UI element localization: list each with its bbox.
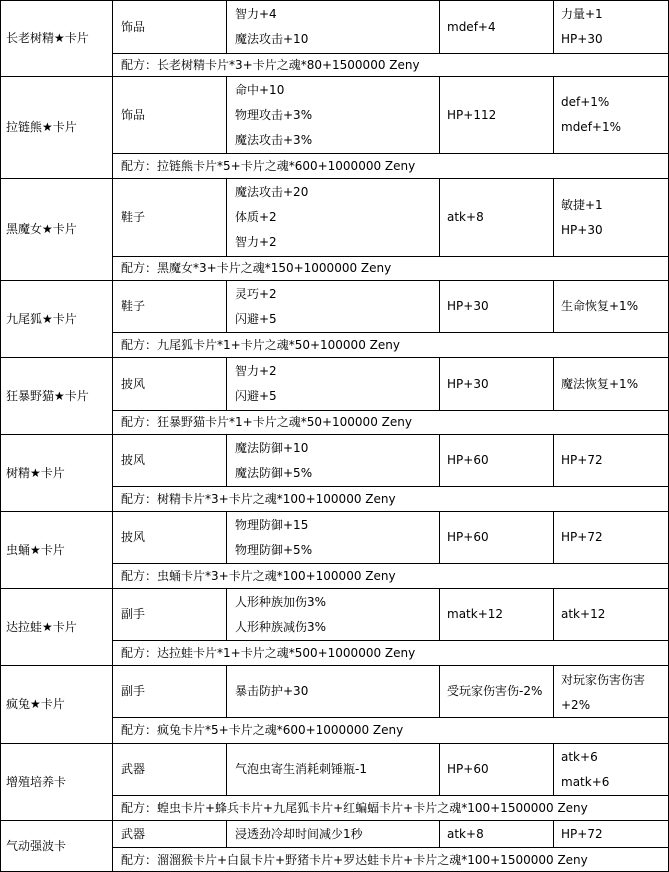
card-bonus: HP+72	[561, 453, 603, 467]
cell-border	[553, 0, 554, 53]
cell-border	[226, 0, 227, 53]
card-recipe: 配方：树精卡片*3+卡片之魂*100+100000 Zeny	[121, 492, 396, 506]
cell-border	[553, 280, 554, 332]
recipe-divider	[112, 847, 669, 848]
card-name: 虫蛹★卡片	[6, 543, 65, 557]
card-bonus: atk+8	[447, 827, 484, 841]
card-attribute: 浸透劲冷却时间减少1秒	[235, 827, 363, 841]
card-bonus: 魔法恢复+1%	[561, 377, 639, 391]
cell-border	[439, 511, 440, 563]
card-bonus: atk+6	[561, 750, 598, 764]
card-attribute: 魔法攻击+10	[235, 32, 309, 46]
card-recipe: 配方：虫蛹卡片*3+卡片之魂*100+100000 Zeny	[121, 569, 396, 583]
recipe-divider	[112, 486, 669, 487]
cell-border	[226, 178, 227, 256]
cell-border	[439, 76, 440, 153]
row-top-border	[0, 76, 669, 77]
card-name: 狂暴野猫★卡片	[6, 389, 89, 403]
card-bonus: 力量+1	[561, 7, 603, 21]
row-top-border	[0, 743, 669, 744]
card-attribute: 魔法防御+5%	[235, 466, 313, 480]
card-attribute: 气泡虫寄生消耗刺锤瓶-1	[235, 762, 367, 776]
card-name: 增殖培养卡	[6, 775, 67, 789]
card-attribute: 灵巧+2	[235, 287, 277, 301]
card-slot: 披风	[121, 377, 146, 391]
card-attribute: 人形种族加伤3%	[235, 595, 327, 609]
card-bonus: HP+30	[561, 32, 603, 46]
card-attribute: 人形种族减伤3%	[235, 620, 327, 634]
cell-border	[439, 588, 440, 640]
card-attribute: 闪避+5	[235, 389, 277, 403]
card-slot: 披风	[121, 453, 146, 467]
card-bonus: 受玩家伤害伤-2%	[447, 684, 543, 698]
cell-border	[0, 820, 1, 872]
card-name: 九尾狐★卡片	[6, 312, 77, 326]
cell-border	[553, 588, 554, 640]
cell-border	[553, 434, 554, 486]
row-top-border	[0, 665, 669, 666]
card-attribute: 魔法防御+10	[235, 441, 309, 455]
card-slot: 副手	[121, 607, 146, 621]
cell-border	[226, 434, 227, 486]
card-slot: 武器	[121, 827, 146, 841]
card-attribute: 体质+2	[235, 210, 277, 224]
recipe-divider	[112, 563, 669, 564]
card-slot: 副手	[121, 684, 146, 698]
cell-border	[226, 743, 227, 795]
cell-border	[226, 820, 227, 847]
cell-border	[439, 178, 440, 256]
row-top-border	[0, 820, 669, 821]
cell-border	[112, 76, 113, 178]
card-recipe: 配方：达拉蛙卡片*1+卡片之魂*500+1000000 Zeny	[121, 646, 416, 660]
card-bonus: HP+60	[447, 453, 489, 467]
cell-border	[553, 76, 554, 153]
cell-border	[553, 665, 554, 717]
cell-border	[0, 511, 1, 588]
card-bonus: 生命恢复+1%	[561, 299, 639, 313]
card-bonus: HP+30	[447, 377, 489, 391]
cell-border	[553, 511, 554, 563]
cell-border	[112, 820, 113, 872]
card-bonus: 敏捷+1	[561, 198, 603, 212]
recipe-divider	[112, 153, 669, 154]
card-bonus: atk+12	[561, 607, 606, 621]
card-bonus: HP+60	[447, 530, 489, 544]
card-name: 拉链熊★卡片	[6, 120, 77, 134]
cell-border	[553, 357, 554, 410]
cell-border	[112, 511, 113, 588]
card-name: 长老树精★卡片	[6, 31, 89, 45]
cell-border	[0, 280, 1, 357]
cell-border	[439, 434, 440, 486]
card-bonus: mdef+4	[447, 20, 496, 34]
row-top-border	[0, 0, 669, 1]
card-recipe: 配方：疯兔卡片*5+卡片之魂*600+1000000 Zeny	[121, 723, 404, 737]
card-attribute: 智力+2	[235, 364, 277, 378]
cell-border	[226, 357, 227, 410]
card-bonus: HP+30	[447, 299, 489, 313]
card-attribute: 魔法攻击+20	[235, 185, 309, 199]
card-bonus: HP+72	[561, 827, 603, 841]
card-bonus: atk+8	[447, 210, 484, 224]
recipe-divider	[112, 53, 669, 54]
cell-border	[553, 820, 554, 847]
card-slot: 饰品	[121, 108, 146, 122]
recipe-divider	[112, 410, 669, 411]
recipe-divider	[112, 640, 669, 641]
card-recipe: 配方：拉链熊卡片*5+卡片之魂*600+1000000 Zeny	[121, 159, 416, 173]
cell-border	[226, 76, 227, 153]
recipe-divider	[112, 256, 669, 257]
card-bonus: matk+12	[447, 607, 504, 621]
cell-border	[112, 665, 113, 743]
card-name: 疯兔★卡片	[6, 697, 65, 711]
card-bonus: def+1%	[561, 95, 610, 109]
cell-border	[0, 434, 1, 511]
cell-border	[0, 76, 1, 178]
cell-border	[226, 511, 227, 563]
card-slot: 鞋子	[121, 299, 146, 313]
cell-border	[439, 665, 440, 717]
cell-border	[112, 588, 113, 665]
card-recipe: 配方：狂暴野猫卡片*1+卡片之魂*50+100000 Zeny	[121, 415, 412, 429]
cell-border	[0, 743, 1, 820]
cell-border	[439, 280, 440, 332]
cell-border	[226, 280, 227, 332]
cell-border	[553, 178, 554, 256]
card-bonus: mdef+1%	[561, 120, 622, 134]
cell-border	[112, 743, 113, 820]
cell-border	[112, 357, 113, 434]
cell-border	[0, 0, 1, 76]
card-slot: 武器	[121, 762, 146, 776]
row-top-border	[0, 511, 669, 512]
recipe-divider	[112, 795, 669, 796]
card-slot: 鞋子	[121, 210, 146, 224]
card-recipe: 配方：蝗虫卡片+蜂兵卡片+九尾狐卡片+红蝙蝠卡片+卡片之魂*100+1500000 Zeny	[121, 801, 588, 815]
cell-border	[0, 665, 1, 743]
cell-border	[226, 665, 227, 717]
card-attribute: 物理防御+15	[235, 518, 309, 532]
card-slot: 披风	[121, 530, 146, 544]
cell-border	[439, 743, 440, 795]
cell-border	[439, 820, 440, 847]
cell-border	[112, 0, 113, 76]
card-attribute: 物理攻击+3%	[235, 108, 313, 122]
cell-border	[112, 178, 113, 280]
cell-border	[112, 280, 113, 357]
card-name: 黑魔女★卡片	[6, 222, 77, 236]
cell-border	[439, 0, 440, 53]
card-attribute: 暴击防护+30	[235, 684, 309, 698]
cell-border	[0, 588, 1, 665]
card-recipe: 配方：溜溜猴卡片+白鼠卡片+野猪卡片+罗达蛙卡片+卡片之魂*100+1500000 Zeny	[121, 853, 588, 867]
row-top-border	[0, 357, 669, 358]
cell-border	[439, 357, 440, 410]
cell-border	[226, 588, 227, 640]
cell-border	[0, 178, 1, 280]
cell-border	[112, 434, 113, 511]
card-bonus: 对玩家伤害伤害+2%	[561, 673, 646, 712]
card-name: 树精★卡片	[6, 466, 65, 480]
card-bonus: HP+30	[561, 223, 603, 237]
card-attribute: 闪避+5	[235, 312, 277, 326]
card-bonus: HP+60	[447, 762, 489, 776]
card-recipe: 配方：长老树精卡片*3+卡片之魂*80+1500000 Zeny	[121, 58, 420, 72]
recipe-divider	[112, 332, 669, 333]
card-name: 达拉蛙★卡片	[6, 620, 77, 634]
card-bonus: HP+72	[561, 530, 603, 544]
card-attribute: 智力+2	[235, 235, 277, 249]
card-recipe: 配方：九尾狐卡片*1+卡片之魂*50+100000 Zeny	[121, 338, 400, 352]
card-bonus: HP+112	[447, 108, 497, 122]
row-top-border	[0, 588, 669, 589]
cell-border	[0, 357, 1, 434]
card-name: 气动强波卡	[6, 839, 67, 853]
cell-border	[553, 743, 554, 795]
card-recipe: 配方：黑魔女*3+卡片之魂*150+1000000 Zeny	[121, 261, 392, 275]
card-attribute: 命中+10	[235, 83, 285, 97]
row-top-border	[0, 178, 669, 179]
card-bonus: matk+6	[561, 775, 610, 789]
row-top-border	[0, 280, 669, 281]
card-attribute: 物理防御+5%	[235, 543, 313, 557]
card-attribute: 魔法攻击+3%	[235, 133, 313, 147]
row-top-border	[0, 434, 669, 435]
card-slot: 饰品	[121, 20, 146, 34]
card-attribute: 智力+4	[235, 7, 277, 21]
